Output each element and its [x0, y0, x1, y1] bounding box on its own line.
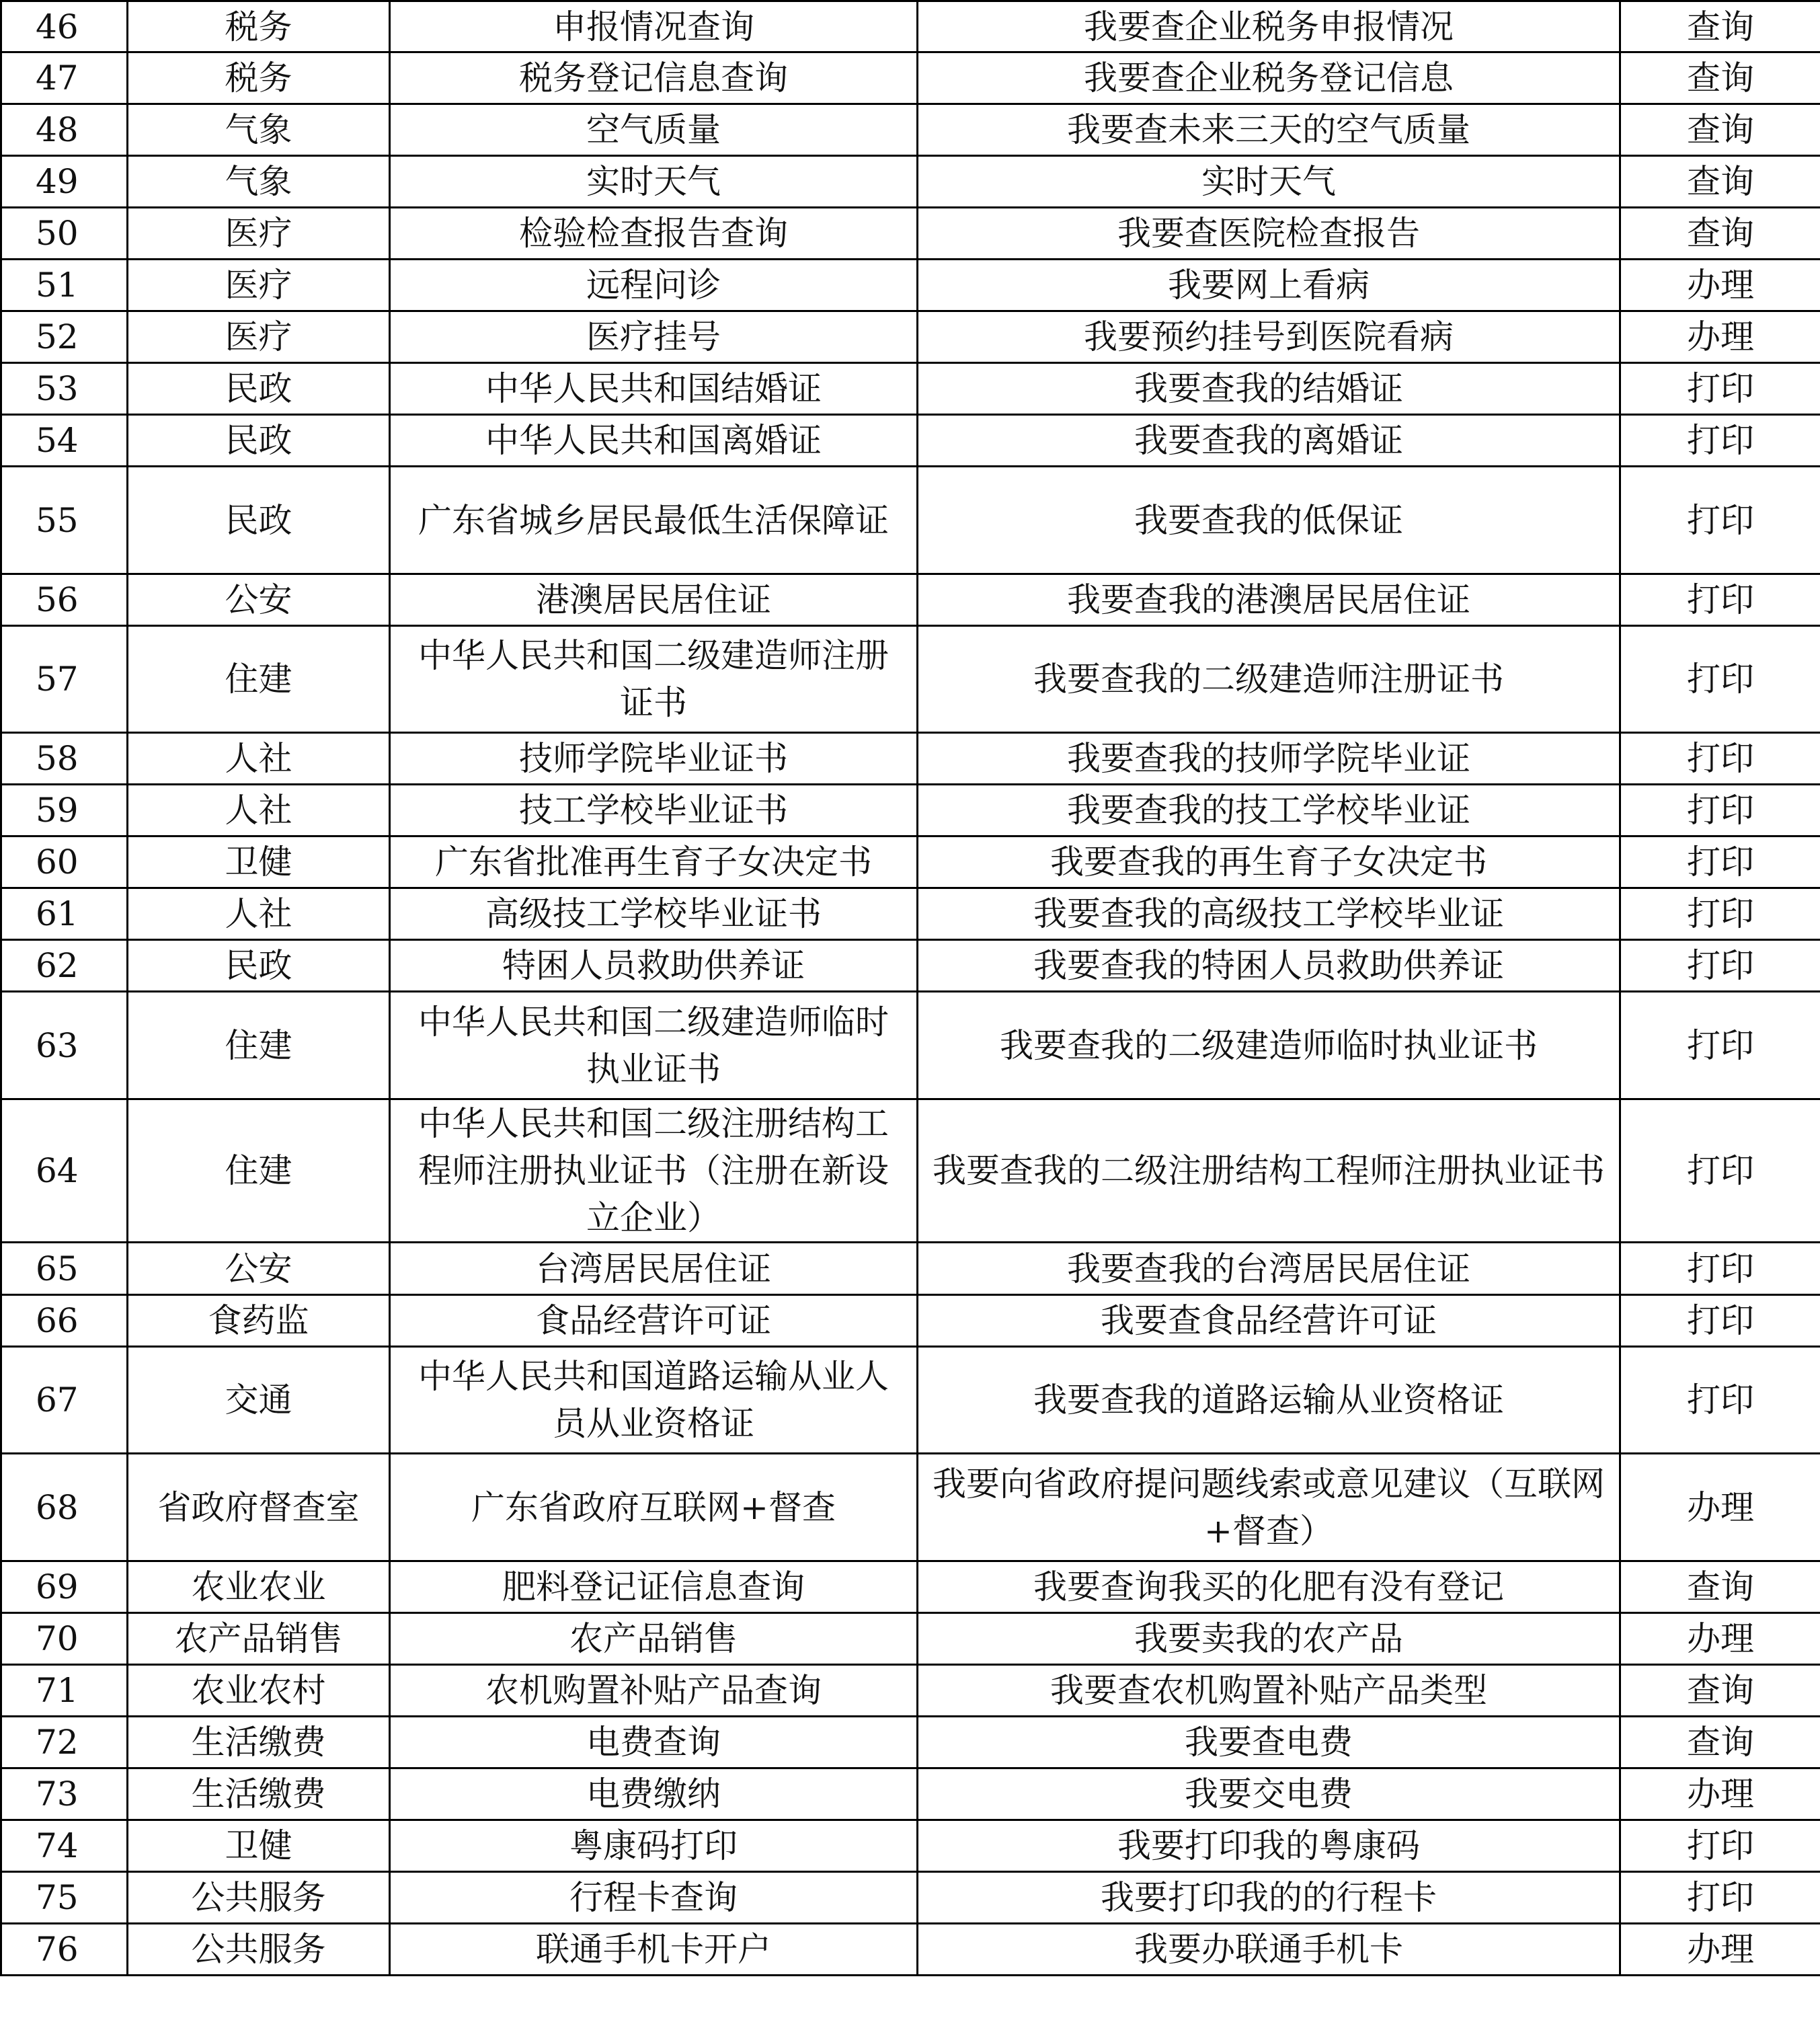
row-number: 73	[1, 1768, 128, 1820]
service-name-cell: 中华人民共和国二级建造师注册证书	[390, 626, 918, 733]
action-type-cell: 查询	[1620, 52, 1820, 104]
service-name-cell: 农机购置补贴产品查询	[390, 1665, 918, 1717]
service-name-cell: 中华人民共和国结婚证	[390, 363, 918, 415]
department-cell: 公安	[128, 1243, 390, 1295]
service-name-cell: 电费查询	[390, 1717, 918, 1768]
row-number: 52	[1, 311, 128, 363]
service-name-cell: 台湾居民居住证	[390, 1243, 918, 1295]
service-name-cell: 中华人民共和国二级建造师临时执业证书	[390, 992, 918, 1099]
table-row	[1, 992, 1820, 1099]
action-type-cell: 办理	[1620, 1768, 1820, 1820]
table-row	[1, 52, 1820, 104]
user-intent-cell: 我要查我的高级技工学校毕业证	[918, 888, 1620, 940]
department-cell: 民政	[128, 467, 390, 574]
row-number: 58	[1, 733, 128, 785]
department-cell: 民政	[128, 415, 390, 467]
department-cell: 农产品销售	[128, 1613, 390, 1665]
user-intent-cell: 我要预约挂号到医院看病	[918, 311, 1620, 363]
department-cell: 人社	[128, 785, 390, 836]
service-name-cell: 行程卡查询	[390, 1872, 918, 1924]
action-type-cell: 打印	[1620, 785, 1820, 836]
service-name-cell: 特困人员救助供养证	[390, 940, 918, 992]
user-intent-cell: 我要查未来三天的空气质量	[918, 104, 1620, 156]
action-type-cell: 查询	[1620, 1561, 1820, 1613]
action-type-cell: 打印	[1620, 467, 1820, 574]
service-name-cell: 申报情况查询	[390, 1, 918, 52]
table-row	[1, 260, 1820, 311]
table-row	[1, 1347, 1820, 1454]
row-number: 69	[1, 1561, 128, 1613]
action-type-cell: 查询	[1620, 1, 1820, 52]
action-type-cell: 查询	[1620, 156, 1820, 208]
row-number: 65	[1, 1243, 128, 1295]
user-intent-cell: 实时天气	[918, 156, 1620, 208]
table-row	[1, 311, 1820, 363]
row-number: 49	[1, 156, 128, 208]
user-intent-cell: 我要查我的再生育子女决定书	[918, 836, 1620, 888]
row-number: 54	[1, 415, 128, 467]
user-intent-cell: 我要查我的技工学校毕业证	[918, 785, 1620, 836]
service-name-cell: 联通手机卡开户	[390, 1924, 918, 1976]
table-row	[1, 415, 1820, 467]
table-row	[1, 1, 1820, 52]
service-name-cell: 实时天气	[390, 156, 918, 208]
row-number: 64	[1, 1099, 128, 1243]
table-row	[1, 363, 1820, 415]
service-name-cell: 广东省城乡居民最低生活保障证	[390, 467, 918, 574]
action-type-cell: 办理	[1620, 260, 1820, 311]
user-intent-cell: 我要查企业税务申报情况	[918, 1, 1620, 52]
row-number: 59	[1, 785, 128, 836]
service-name-cell: 技工学校毕业证书	[390, 785, 918, 836]
service-table-body	[1, 1, 1820, 1976]
table-row	[1, 1717, 1820, 1768]
department-cell: 生活缴费	[128, 1768, 390, 1820]
action-type-cell: 打印	[1620, 1243, 1820, 1295]
table-row	[1, 574, 1820, 626]
action-type-cell: 打印	[1620, 626, 1820, 733]
service-name-cell: 医疗挂号	[390, 311, 918, 363]
user-intent-cell: 我要查农机购置补贴产品类型	[918, 1665, 1620, 1717]
action-type-cell: 办理	[1620, 1613, 1820, 1665]
action-type-cell: 打印	[1620, 836, 1820, 888]
user-intent-cell: 我要查我的台湾居民居住证	[918, 1243, 1620, 1295]
service-name-cell: 电费缴纳	[390, 1768, 918, 1820]
row-number: 60	[1, 836, 128, 888]
row-number: 76	[1, 1924, 128, 1976]
user-intent-cell: 我要查医院检查报告	[918, 208, 1620, 260]
table-row	[1, 1820, 1820, 1872]
user-intent-cell: 我要查企业税务登记信息	[918, 52, 1620, 104]
user-intent-cell: 我要查食品经营许可证	[918, 1295, 1620, 1347]
department-cell: 民政	[128, 940, 390, 992]
table-row	[1, 1243, 1820, 1295]
row-number: 63	[1, 992, 128, 1099]
user-intent-cell: 我要卖我的农产品	[918, 1613, 1620, 1665]
table-row	[1, 1872, 1820, 1924]
service-name-cell: 空气质量	[390, 104, 918, 156]
department-cell: 人社	[128, 888, 390, 940]
department-cell: 税务	[128, 52, 390, 104]
service-name-cell: 肥料登记证信息查询	[390, 1561, 918, 1613]
service-name-cell: 中华人民共和国道路运输从业人员从业资格证	[390, 1347, 918, 1454]
action-type-cell: 办理	[1620, 1924, 1820, 1976]
action-type-cell: 查询	[1620, 1665, 1820, 1717]
table-row	[1, 467, 1820, 574]
row-number: 46	[1, 1, 128, 52]
department-cell: 气象	[128, 156, 390, 208]
action-type-cell: 打印	[1620, 888, 1820, 940]
service-name-cell: 农产品销售	[390, 1613, 918, 1665]
department-cell: 气象	[128, 104, 390, 156]
department-cell: 医疗	[128, 311, 390, 363]
table-row	[1, 1561, 1820, 1613]
user-intent-cell: 我要查我的港澳居民居住证	[918, 574, 1620, 626]
service-name-cell: 中华人民共和国离婚证	[390, 415, 918, 467]
service-name-cell: 高级技工学校毕业证书	[390, 888, 918, 940]
department-cell: 农业农村	[128, 1665, 390, 1717]
row-number: 75	[1, 1872, 128, 1924]
action-type-cell: 打印	[1620, 574, 1820, 626]
department-cell: 公安	[128, 574, 390, 626]
action-type-cell: 打印	[1620, 992, 1820, 1099]
table-row	[1, 1665, 1820, 1717]
table-row	[1, 1613, 1820, 1665]
row-number: 50	[1, 208, 128, 260]
action-type-cell: 办理	[1620, 1454, 1820, 1561]
action-type-cell: 打印	[1620, 1347, 1820, 1454]
department-cell: 省政府督查室	[128, 1454, 390, 1561]
action-type-cell: 打印	[1620, 363, 1820, 415]
department-cell: 医疗	[128, 208, 390, 260]
user-intent-cell: 我要查我的道路运输从业资格证	[918, 1347, 1620, 1454]
service-name-cell: 广东省政府互联网+督查	[390, 1454, 918, 1561]
department-cell: 农业农业	[128, 1561, 390, 1613]
user-intent-cell: 我要办联通手机卡	[918, 1924, 1620, 1976]
table-row	[1, 1099, 1820, 1243]
user-intent-cell: 我要打印我的的行程卡	[918, 1872, 1620, 1924]
row-number: 47	[1, 52, 128, 104]
user-intent-cell: 我要查我的特困人员救助供养证	[918, 940, 1620, 992]
user-intent-cell: 我要查我的结婚证	[918, 363, 1620, 415]
action-type-cell: 打印	[1620, 733, 1820, 785]
department-cell: 生活缴费	[128, 1717, 390, 1768]
user-intent-cell: 我要查询我买的化肥有没有登记	[918, 1561, 1620, 1613]
department-cell: 食药监	[128, 1295, 390, 1347]
row-number: 68	[1, 1454, 128, 1561]
row-number: 61	[1, 888, 128, 940]
department-cell: 卫健	[128, 836, 390, 888]
department-cell: 卫健	[128, 1820, 390, 1872]
action-type-cell: 打印	[1620, 940, 1820, 992]
action-type-cell: 查询	[1620, 208, 1820, 260]
row-number: 67	[1, 1347, 128, 1454]
table-row	[1, 785, 1820, 836]
action-type-cell: 打印	[1620, 1295, 1820, 1347]
action-type-cell: 办理	[1620, 311, 1820, 363]
department-cell: 交通	[128, 1347, 390, 1454]
department-cell: 税务	[128, 1, 390, 52]
row-number: 56	[1, 574, 128, 626]
row-number: 53	[1, 363, 128, 415]
action-type-cell: 打印	[1620, 1099, 1820, 1243]
service-name-cell: 粤康码打印	[390, 1820, 918, 1872]
service-name-cell: 远程问诊	[390, 260, 918, 311]
table-row	[1, 626, 1820, 733]
row-number: 48	[1, 104, 128, 156]
user-intent-cell: 我要打印我的粤康码	[918, 1820, 1620, 1872]
user-intent-cell: 我要网上看病	[918, 260, 1620, 311]
service-name-cell: 港澳居民居住证	[390, 574, 918, 626]
department-cell: 民政	[128, 363, 390, 415]
row-number: 70	[1, 1613, 128, 1665]
table-row	[1, 156, 1820, 208]
service-name-cell: 检验检查报告查询	[390, 208, 918, 260]
action-type-cell: 查询	[1620, 1717, 1820, 1768]
user-intent-cell: 我要查我的低保证	[918, 467, 1620, 574]
department-cell: 住建	[128, 1099, 390, 1243]
department-cell: 医疗	[128, 260, 390, 311]
table-row	[1, 1768, 1820, 1820]
department-cell: 住建	[128, 626, 390, 733]
user-intent-cell: 我要查我的离婚证	[918, 415, 1620, 467]
department-cell: 公共服务	[128, 1924, 390, 1976]
user-intent-cell: 我要向省政府提问题线索或意见建议（互联网+督查）	[918, 1454, 1620, 1561]
row-number: 51	[1, 260, 128, 311]
table-row	[1, 940, 1820, 992]
table-row	[1, 836, 1820, 888]
row-number: 72	[1, 1717, 128, 1768]
table-row	[1, 733, 1820, 785]
table-row	[1, 1924, 1820, 1976]
action-type-cell: 打印	[1620, 415, 1820, 467]
action-type-cell: 查询	[1620, 104, 1820, 156]
user-intent-cell: 我要查我的二级注册结构工程师注册执业证书	[918, 1099, 1620, 1243]
row-number: 66	[1, 1295, 128, 1347]
row-number: 74	[1, 1820, 128, 1872]
department-cell: 人社	[128, 733, 390, 785]
service-name-cell: 中华人民共和国二级注册结构工程师注册执业证书（注册在新设立企业）	[390, 1099, 918, 1243]
row-number: 57	[1, 626, 128, 733]
user-intent-cell: 我要查我的技师学院毕业证	[918, 733, 1620, 785]
table-row	[1, 1295, 1820, 1347]
action-type-cell: 打印	[1620, 1872, 1820, 1924]
service-name-cell: 税务登记信息查询	[390, 52, 918, 104]
service-name-cell: 广东省批准再生育子女决定书	[390, 836, 918, 888]
user-intent-cell: 我要查电费	[918, 1717, 1620, 1768]
table-row	[1, 104, 1820, 156]
user-intent-cell: 我要查我的二级建造师注册证书	[918, 626, 1620, 733]
row-number: 71	[1, 1665, 128, 1717]
service-name-cell: 食品经营许可证	[390, 1295, 918, 1347]
action-type-cell: 打印	[1620, 1820, 1820, 1872]
user-intent-cell: 我要查我的二级建造师临时执业证书	[918, 992, 1620, 1099]
department-cell: 住建	[128, 992, 390, 1099]
user-intent-cell: 我要交电费	[918, 1768, 1620, 1820]
table-row	[1, 888, 1820, 940]
row-number: 55	[1, 467, 128, 574]
row-number: 62	[1, 940, 128, 992]
table-row	[1, 208, 1820, 260]
department-cell: 公共服务	[128, 1872, 390, 1924]
table-row	[1, 1454, 1820, 1561]
service-name-cell: 技师学院毕业证书	[390, 733, 918, 785]
